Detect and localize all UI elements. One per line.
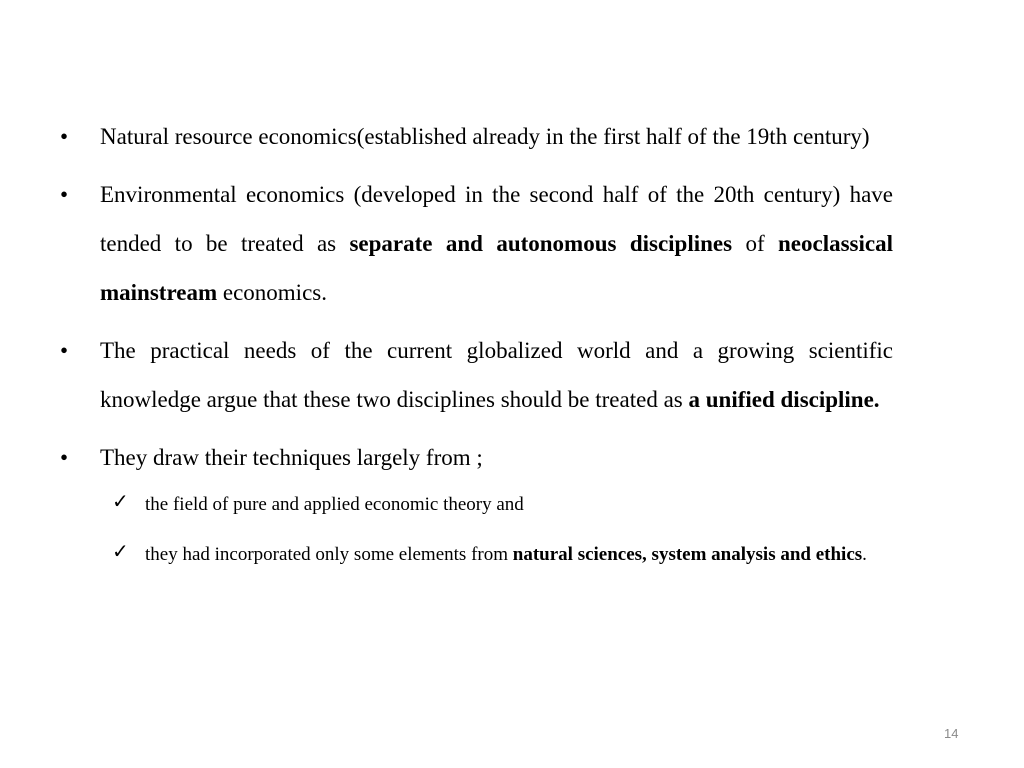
bold-phrase: neoclassical mainstream (100, 231, 893, 305)
bullet-item (60, 170, 893, 317)
bold-phrase: a unified discipline. (688, 387, 880, 412)
bullet-text: The practical needs of the current globalized world and a growing scientific knowledge argue that these two disciplines should be treated as (100, 338, 893, 412)
bullet-icon: • (60, 445, 69, 470)
bullet-text: Natural resource economics(established already in the first half of the 19th century) (100, 124, 870, 149)
bullet-icon: • (60, 182, 69, 207)
bullet-text: Environmental economics (developed in the second half of the 20th century) have tended to be treated as (100, 182, 893, 256)
bold-phrase: natural sciences, system analysis and ethics (512, 544, 863, 565)
sub-item-text: they had incorporated only some elements from (145, 544, 513, 565)
bullet-icon: • (60, 124, 69, 149)
bullet-item (60, 433, 893, 482)
bullet-text: of (732, 231, 778, 256)
bullet-item (60, 112, 893, 161)
bold-phrase: separate and autonomous disciplines (349, 231, 733, 256)
bullet-icon: • (60, 338, 69, 363)
sub-item-text: the field of pure and applied economic theory and (145, 494, 524, 515)
page-number: 14 (944, 726, 959, 741)
checkmark-icon: ✓ (112, 539, 129, 563)
sub-list (60, 485, 893, 575)
bullet-item (60, 326, 893, 424)
bullet-text: economics. (217, 280, 327, 305)
sub-item (100, 535, 893, 575)
checkmark-icon: ✓ (112, 489, 129, 513)
sub-item-text: . (862, 544, 867, 565)
bullet-text: They draw their techniques largely from ; (100, 445, 483, 470)
bullet-list (60, 112, 893, 585)
sub-item (100, 485, 893, 525)
